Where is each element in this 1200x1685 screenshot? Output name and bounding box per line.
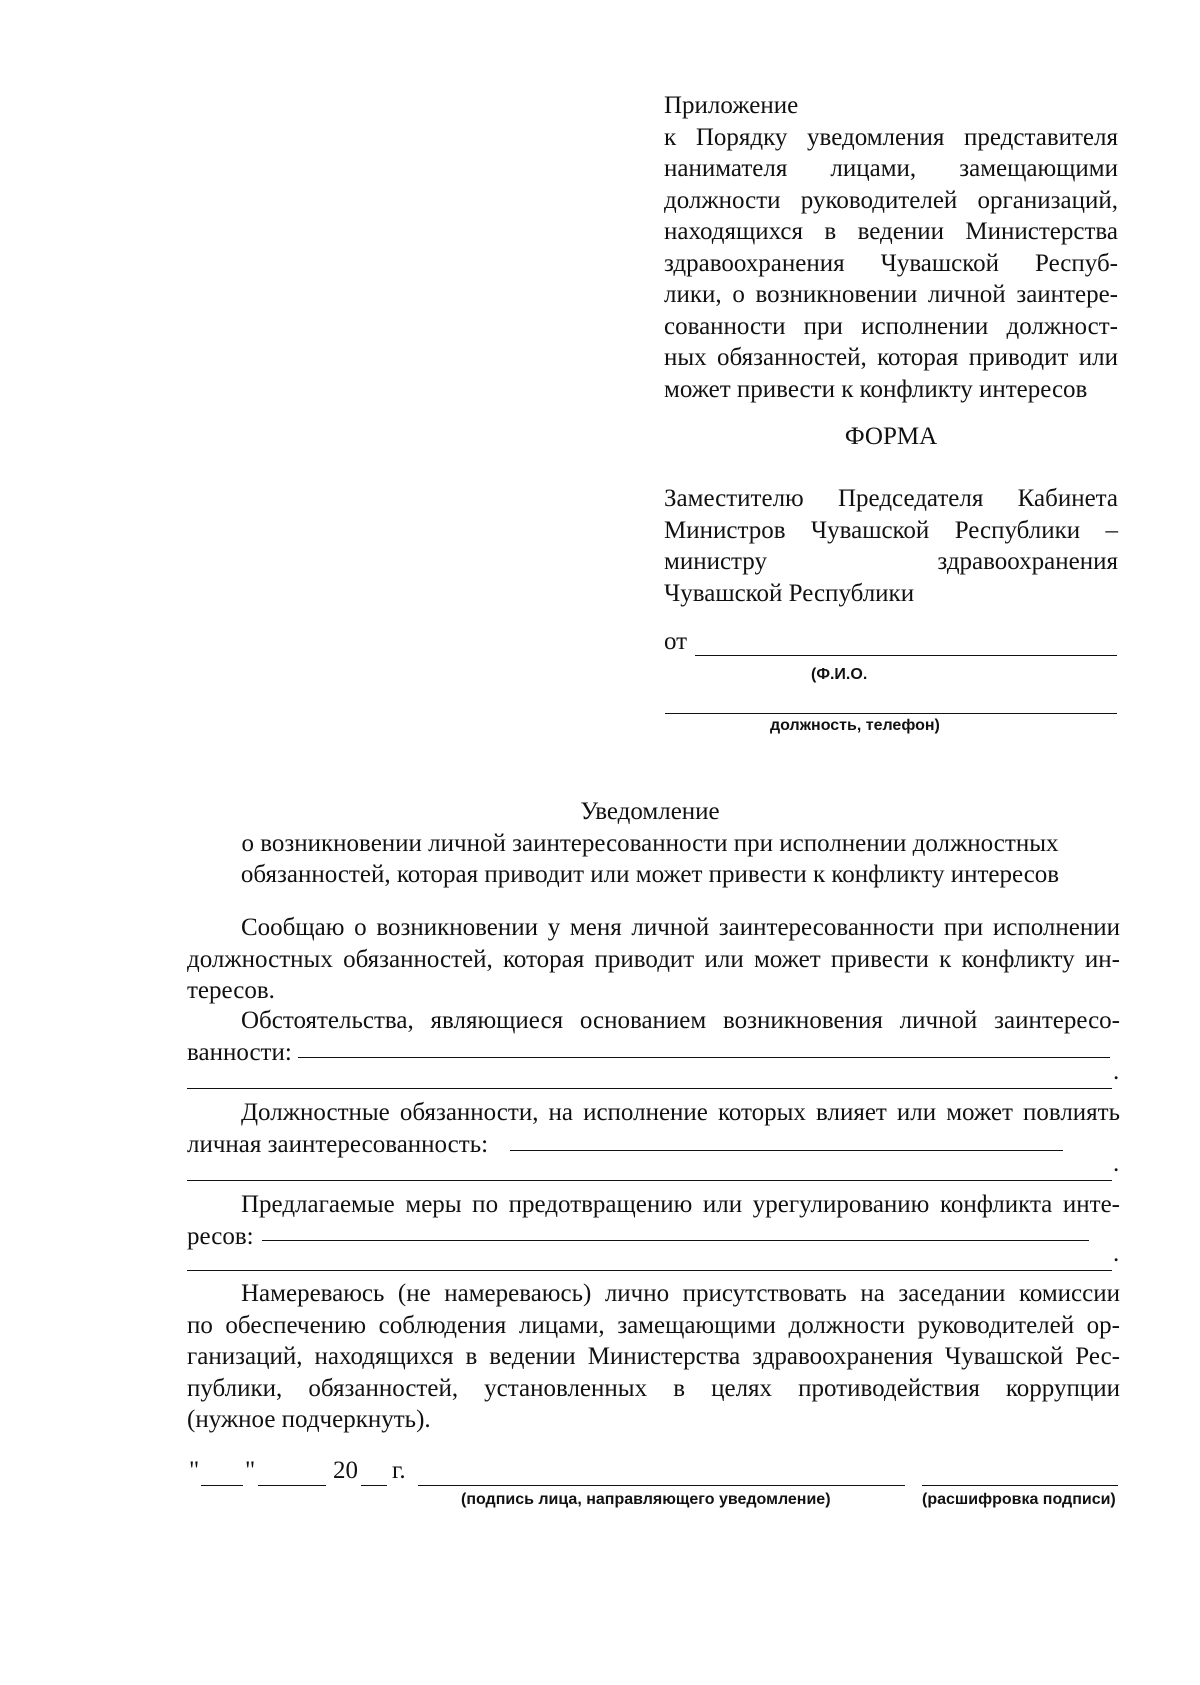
annex-line: к Порядку уведомления представителя	[664, 123, 1118, 151]
date-month-field[interactable]	[258, 1457, 326, 1486]
measures-field[interactable]	[262, 1213, 1089, 1241]
position-caption: должность, телефон)	[770, 717, 940, 734]
line-end-period: .	[1113, 1058, 1120, 1085]
duties-field[interactable]	[510, 1123, 1063, 1151]
paragraph-line: Предлагаемые меры по предотвращению или урегулированию конфликта инте-	[241, 1191, 1120, 1218]
annex-line: сованности при исполнении должност-	[664, 312, 1118, 340]
date-quote-open: "	[189, 1457, 200, 1484]
duties-field-continued[interactable]	[187, 1150, 1112, 1181]
circumstances-field-continued[interactable]	[187, 1058, 1112, 1089]
annex-line: ных обязанностей, которая приводит или	[664, 344, 1118, 371]
annex-line: лики, о возникновении личной заинтере-	[664, 281, 1118, 308]
paragraph-line: Должностные обязанности, на исполнение которых влияет или может повлиять	[241, 1099, 1120, 1126]
paragraph-line: по обеспечению соблюдения лицами, замещающими должности руководителей ор-	[187, 1311, 1120, 1339]
signature-decode-caption: (расшифровка подписи)	[922, 1491, 1116, 1508]
measures-field-continued[interactable]	[187, 1240, 1112, 1271]
paragraph-attendance	[187, 1278, 1120, 1436]
annex-header	[664, 90, 1118, 405]
date-quote-close: "	[245, 1457, 256, 1484]
paragraph-line: ресов:	[187, 1222, 254, 1250]
paragraph-notice	[187, 912, 1120, 1007]
paragraph-line: Обстоятельства, являющиеся основанием возникновения личной заинтересо-	[241, 1007, 1120, 1034]
addressee-line: Заместителю Председателя Кабинета	[664, 485, 1118, 512]
addressee-line: министру здравоохранения	[664, 548, 1118, 575]
paragraph-line: публики, обязанностей, установленных в целях противодействия коррупции	[187, 1374, 1120, 1402]
form-label: ФОРМА	[844, 423, 938, 450]
line-end-period: .	[1113, 1150, 1120, 1177]
date-year-field[interactable]	[361, 1457, 387, 1486]
paragraph-line: ганизаций, находящихся в ведении Министерства здравоохранения Чувашской Рес-	[187, 1343, 1120, 1370]
signature-caption: (подпись лица, направляющего уведомление)	[461, 1491, 831, 1508]
annex-line: должности руководителей организаций,	[664, 186, 1118, 214]
date-year-prefix: 20	[333, 1457, 358, 1484]
paragraph-line: ванности:	[187, 1038, 292, 1066]
paragraph-line: личная заинтересованность:	[187, 1130, 489, 1158]
fio-field[interactable]	[695, 628, 1117, 656]
fio-caption: (Ф.И.О.	[811, 666, 868, 683]
addressee-line: Чувашской Республики	[664, 579, 915, 607]
notice-subtitle: обязанностей, которая приводит или может привести к конфликту интересов	[240, 861, 1060, 888]
addressee-block	[664, 483, 1118, 609]
addressee-line: Министров Чувашской Республики –	[664, 516, 1118, 544]
date-year-suffix: г.	[392, 1457, 406, 1484]
paragraph-line: должностных обязанностей, которая приводит или может привести к конфликту ин-	[187, 945, 1120, 973]
position-phone-field[interactable]	[665, 686, 1117, 714]
annex-line: находящихся в ведении Министерства	[664, 218, 1118, 245]
date-day-field[interactable]	[201, 1457, 243, 1486]
line-end-period: .	[1113, 1240, 1120, 1267]
from-prefix: от	[664, 628, 688, 655]
signature-field[interactable]	[418, 1457, 905, 1486]
signature-decode-field[interactable]	[922, 1457, 1118, 1486]
notice-subtitle: о возникновении личной заинтересованности при исполнении должностных	[241, 830, 1059, 857]
annex-line: Приложение	[664, 92, 799, 119]
annex-line: может привести к конфликту интересов	[664, 375, 1088, 403]
paragraph-line: Сообщаю о возникновении у меня личной заинтересованности при исполнении	[241, 914, 1120, 941]
paragraph-line: Намереваюсь (не намереваюсь) лично присутствовать на заседании комиссии	[241, 1280, 1120, 1307]
paragraph-line: тересов.	[187, 977, 275, 1004]
circumstances-field[interactable]	[298, 1030, 1110, 1058]
annex-line: нанимателя лицами, замещающими	[664, 155, 1118, 182]
paragraph-line: (нужное подчеркнуть).	[187, 1406, 431, 1433]
notice-title: Уведомление	[580, 798, 720, 825]
annex-line: здравоохранения Чувашской Респуб-	[664, 249, 1118, 277]
